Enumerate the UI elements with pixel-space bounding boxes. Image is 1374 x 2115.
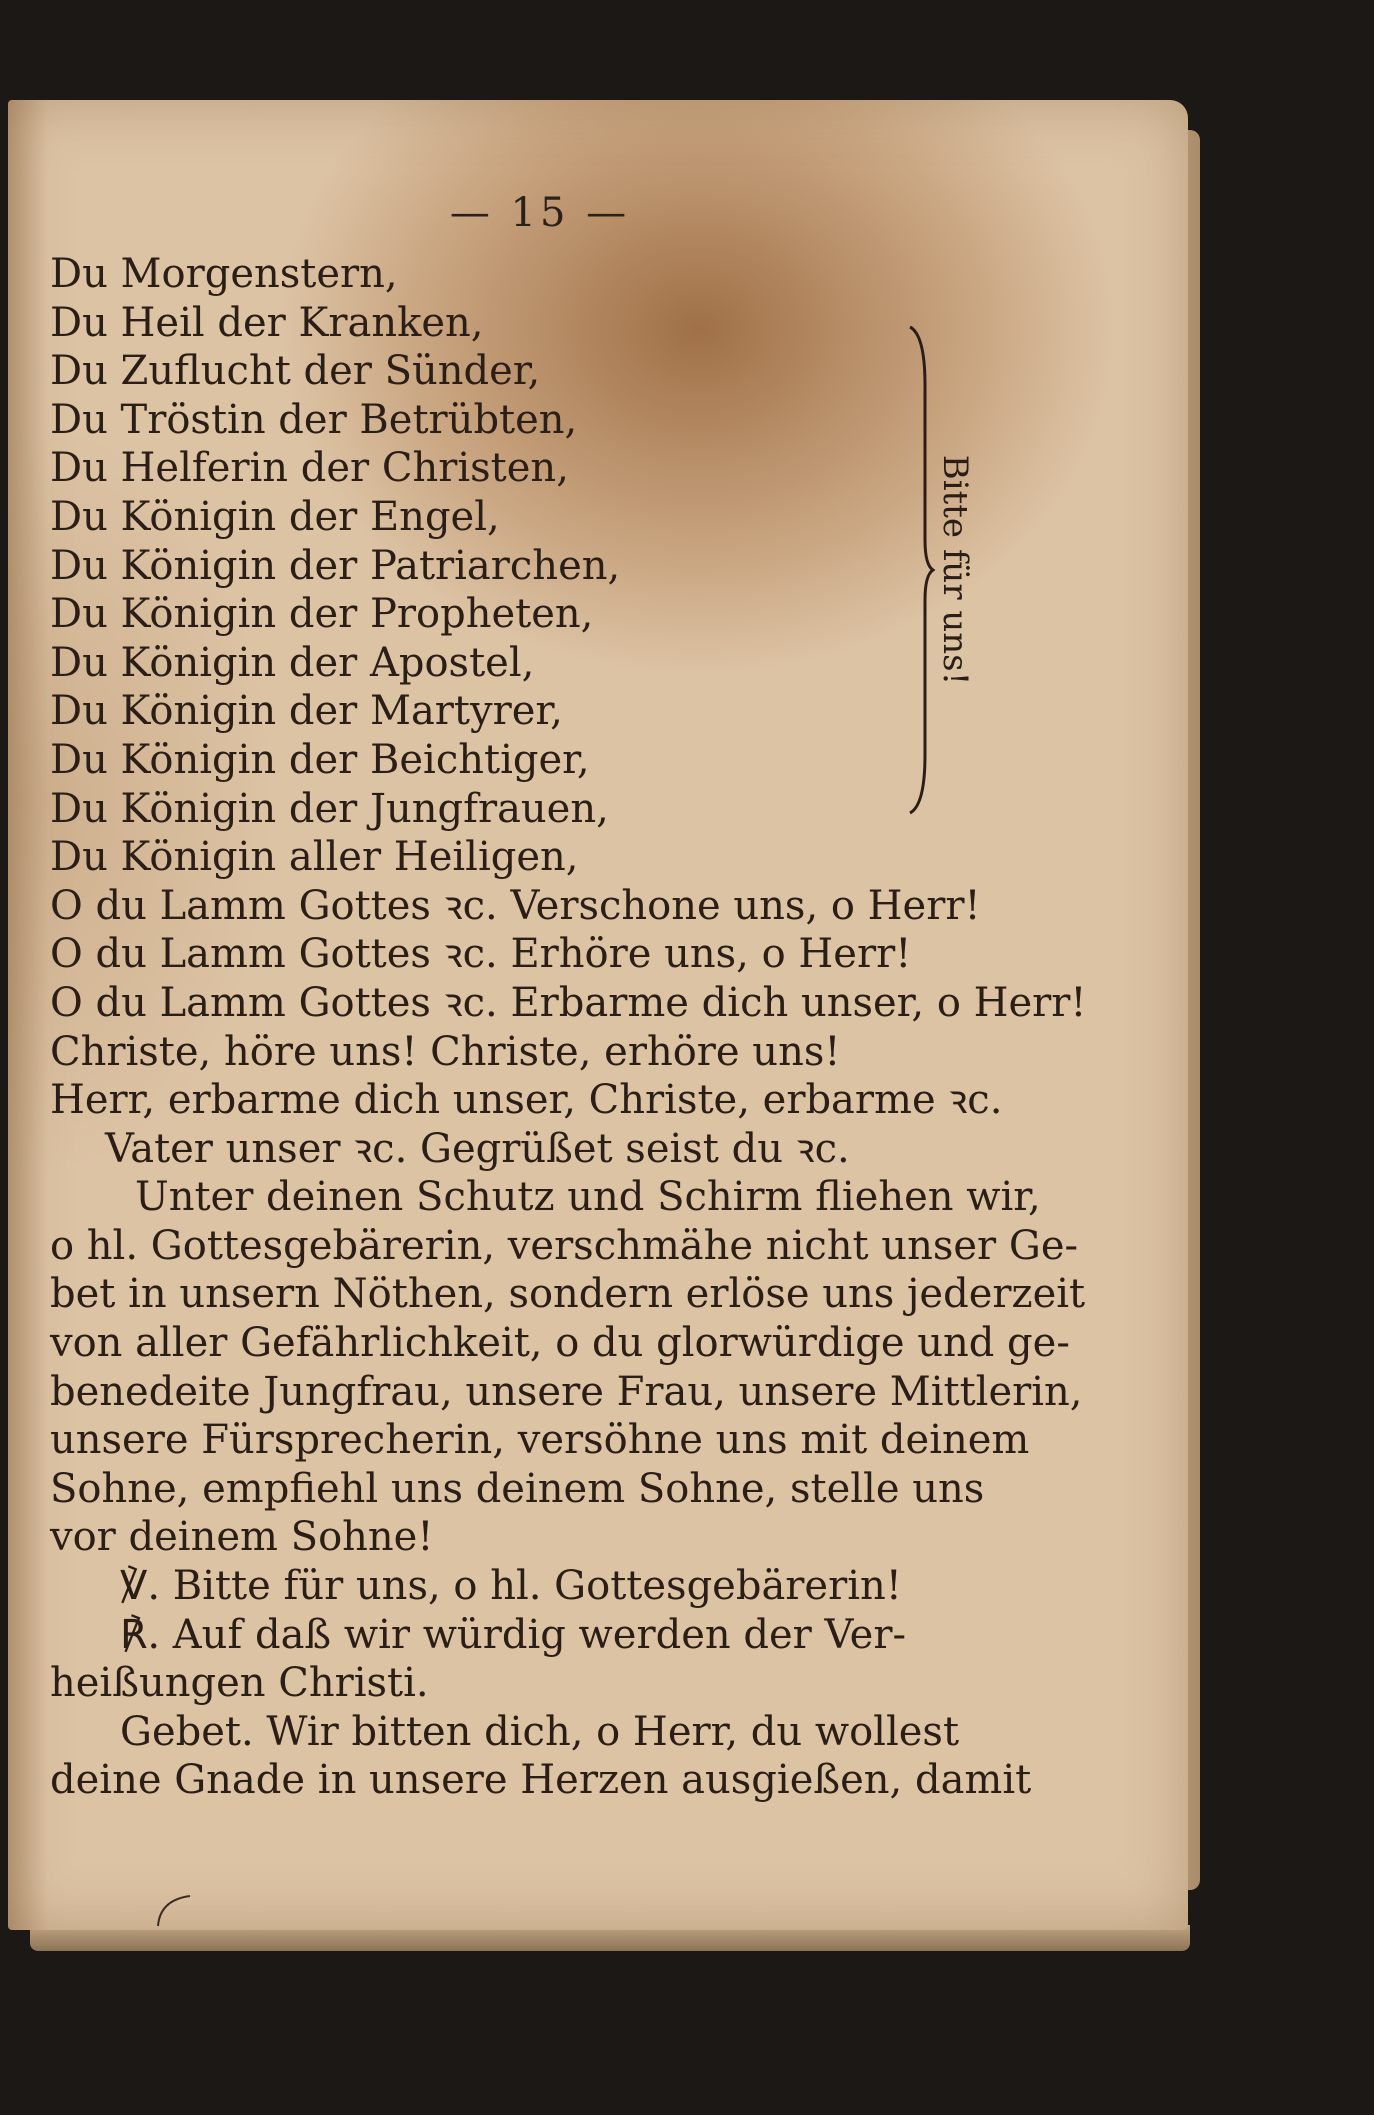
text-line: ℣. Bitte für uns, o hl. Gottesgebärerin!: [120, 1563, 902, 1610]
text-line: Du Heil der Kranken,: [50, 299, 484, 346]
text-line: benedeite Jungfrau, unsere Frau, unsere Mittlerin,: [50, 1368, 1083, 1415]
text-line: Christe, höre uns! Christe, erhöre uns!: [50, 1028, 841, 1075]
text-line: O du Lamm Gottes ꝛc. Erbarme dich unser, o Herr!: [50, 979, 1087, 1026]
text-line: Du Helferin der Christen,: [50, 445, 569, 492]
pencil-mark: [150, 1890, 210, 1930]
text-line: Du Königin der Martyrer,: [50, 688, 563, 735]
text-line: unsere Fürsprecherin, versöhne uns mit deinem: [50, 1417, 1030, 1464]
text-line: bet in unsern Nöthen, sondern erlöse uns jederzeit: [50, 1271, 1086, 1318]
text-line: Du Tröstin der Betrübten,: [50, 396, 578, 443]
text-line: deine Gnade in unsere Herzen ausgießen, damit: [50, 1757, 1032, 1804]
text-line: Du Zuflucht der Sünder,: [50, 348, 541, 395]
text-line: Du Königin aller Heiligen,: [50, 834, 579, 881]
text-line: Herr, erbarme dich unser, Christe, erbarme ꝛc.: [50, 1077, 1003, 1124]
text-line: Gebet. Wir bitten dich, o Herr, du wollest: [120, 1708, 960, 1755]
side-refrain: Bitte für uns!: [935, 454, 975, 686]
text-line: Du Königin der Engel,: [50, 493, 500, 540]
text-line: Du Königin der Patriarchen,: [50, 542, 621, 589]
text-line: Du Königin der Apostel,: [50, 639, 535, 686]
text-line: von aller Gefährlichkeit, o du glorwürdige und ge-: [50, 1320, 1070, 1367]
text-line: heißungen Christi.: [50, 1660, 429, 1707]
text-line: Du Königin der Beichtiger,: [50, 736, 590, 783]
text-line: Du Morgenstern,: [50, 251, 398, 297]
text-line: Vater unser ꝛc. Gegrüßet seist du ꝛc.: [105, 1125, 850, 1172]
text-line: O du Lamm Gottes ꝛc. Erhöre uns, o Herr!: [50, 931, 912, 978]
text-line: Du Königin der Jungfrauen,: [50, 785, 609, 832]
text-line: Unter deinen Schutz und Schirm fliehen wir,: [135, 1174, 1041, 1221]
text-line: Sohne, empfiehl uns deinem Sohne, stelle uns: [50, 1465, 985, 1512]
page-number: — 15 —: [449, 190, 631, 236]
text-line: vor deinem Sohne!: [50, 1514, 434, 1561]
text-line: o hl. Gottesgebärerin, verschmähe nicht unser Ge-: [50, 1222, 1079, 1269]
text-line: O du Lamm Gottes ꝛc. Verschone uns, o Herr!: [50, 882, 981, 929]
text-line: ℟. Auf daß wir würdig werden der Ver-: [120, 1611, 906, 1658]
text-line: Du Königin der Propheten,: [50, 591, 594, 638]
page-text: [50, 250, 1087, 1805]
